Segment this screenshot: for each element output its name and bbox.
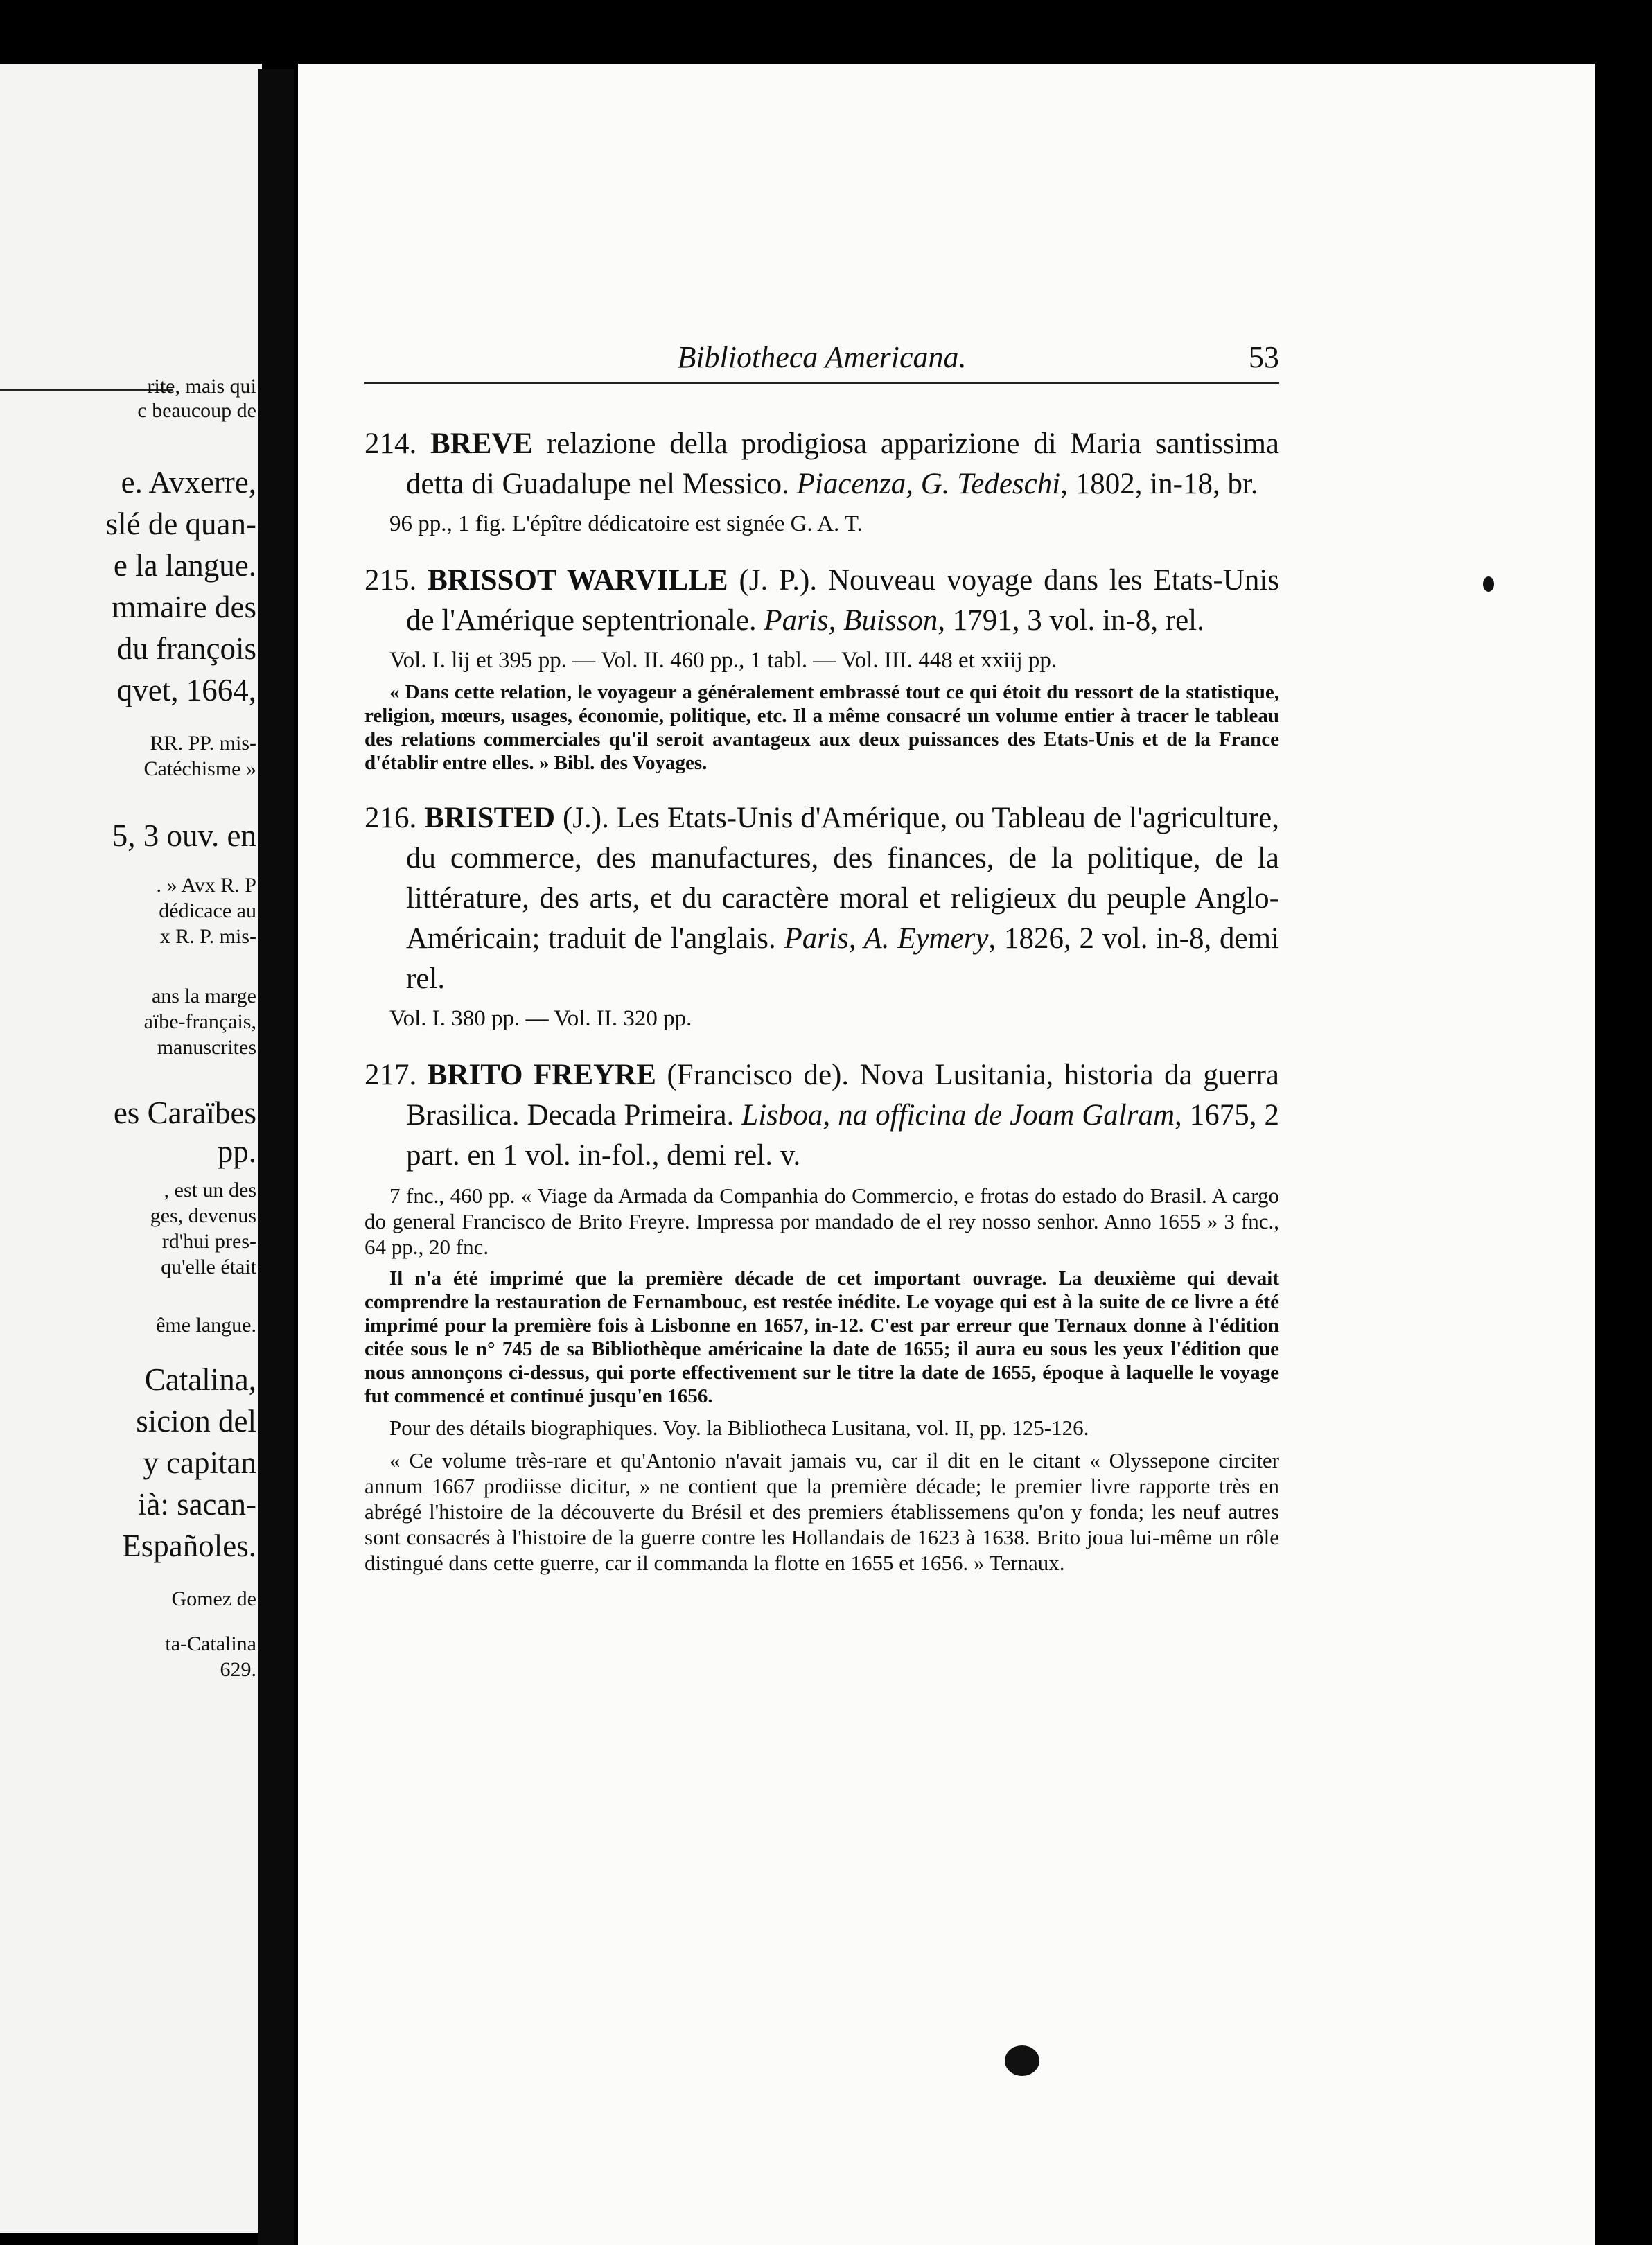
entry-number: 214. bbox=[364, 428, 417, 460]
left-page-line: Españoles. bbox=[122, 1529, 256, 1563]
left-page-line: slé de quan- bbox=[105, 507, 256, 541]
entry-heading bbox=[364, 1055, 1279, 1176]
catalogue-entry bbox=[364, 1055, 1279, 1576]
entry-imprint-rest: , 1802, in-18, br. bbox=[1060, 468, 1258, 500]
left-page-line: e. Avxerre, bbox=[121, 465, 256, 500]
entry-imprint-rest: , 1826, 2 vol. in-8, demi rel. bbox=[406, 922, 1279, 995]
page-gutter bbox=[258, 69, 294, 2245]
left-page-line: manuscrites bbox=[157, 1036, 256, 1059]
left-page-line: , est un des bbox=[164, 1179, 256, 1201]
page-number: 53 bbox=[1249, 340, 1279, 374]
entry-note: 96 pp., 1 fig. L'épître dédicatoire est signée G. A. T. bbox=[389, 511, 863, 536]
entries-list bbox=[364, 424, 1279, 1599]
entry-title-rest: (J.). Les Etats-Unis d'Amérique, ou Tableau de l'agriculture, du commerce, des manufactures, des finances, de la politique, de la littérature, des arts, et du caractère moral et religieux du peuple Anglo-Américain; traduit de l'anglais. bbox=[406, 802, 1279, 955]
header-rule bbox=[364, 382, 1279, 384]
left-page-line: dédicace au bbox=[159, 899, 256, 922]
left-page-line: du françois bbox=[116, 631, 256, 666]
catalogue-entry bbox=[364, 798, 1279, 1032]
entry-note: Vol. I. 380 pp. — Vol. II. 320 pp. bbox=[389, 1006, 692, 1031]
left-page-fragment bbox=[0, 64, 262, 2233]
entry-note: « Dans cette relation, le voyageur a généralement embrassé tout ce qui étoit du ressort de la statistique, religion, mœurs, usages, économie, politique, etc. Il a même consacré un volume entier à tracer le tableau des relations commerciales qu'il seroit avantageux aux deux puissances des Etats-Unis et de la France d'établir entre elles. » Bibl. des Voyages. bbox=[364, 681, 1279, 774]
left-page-line: e la langue. bbox=[113, 548, 256, 583]
catalogue-entry bbox=[364, 424, 1279, 537]
entry-title-rest: (Francisco de). Nova Lusitania, historia da guerra Brasilica. Decada Primeira. bbox=[406, 1059, 1280, 1132]
left-page-line: ta-Catalina bbox=[165, 1632, 256, 1655]
left-page-line: ges, devenus bbox=[150, 1204, 256, 1227]
ink-blot bbox=[1005, 2045, 1039, 2076]
left-page-line: 629. bbox=[220, 1658, 256, 1681]
left-page-line: sicion del bbox=[136, 1404, 256, 1438]
entry-author: BRITO FREYRE bbox=[427, 1059, 656, 1091]
entry-heading bbox=[364, 424, 1279, 504]
entry-title-rest: relazione della prodigiosa apparizione di Maria santissima detta di Guadalupe nel Messico. bbox=[406, 428, 1280, 500]
left-page-line: rite, mais qui bbox=[147, 375, 256, 398]
entry-imprint-rest: , 1791, 3 vol. in-8, rel. bbox=[938, 604, 1204, 637]
left-page-line: 5, 3 ouv. en bbox=[112, 818, 256, 853]
entry-imprint-italic: Paris, Buisson bbox=[764, 604, 938, 637]
left-page-line: Catalina, bbox=[144, 1362, 256, 1397]
left-page-line: es Caraïbes bbox=[113, 1095, 256, 1130]
left-page-line: qvet, 1664, bbox=[116, 673, 256, 707]
entry-number: 217. bbox=[364, 1059, 417, 1091]
main-page bbox=[298, 64, 1595, 2245]
entry-title-rest: (J. P.). Nouveau voyage dans les Etats-Unis de l'Amérique septentrionale. bbox=[406, 564, 1280, 637]
left-page-line: RR. PP. mis- bbox=[150, 732, 256, 755]
entry-imprint-italic: Piacenza, G. Tedeschi bbox=[796, 468, 1061, 500]
entry-imprint-rest: , 1675, 2 part. en 1 vol. in-fol., demi rel. v. bbox=[406, 1099, 1279, 1172]
left-page-line: x R. P. mis- bbox=[159, 925, 256, 948]
left-page-line: c beaucoup de bbox=[137, 399, 256, 422]
entry-author: BRISSOT WARVILLE bbox=[428, 564, 728, 597]
left-page-line: pp. bbox=[217, 1134, 256, 1169]
entry-imprint-italic: Paris, A. Eymery bbox=[784, 922, 989, 955]
running-title: Bibliotheca Americana. bbox=[677, 340, 967, 374]
entry-note: « Ce volume très-rare et qu'Antonio n'avait jamais vu, car il dit en le citant « Olyssepone circiter annum 1667 prodiisse dicitur, » ne contient que la première décade; le premier livre rapporte très en abrégé l'histoire de la découverte du Brésil et des premiers établissemens qu'on y fonda; les neuf autres sont consacrés à l'histoire de la guerre contre les Hollandais de 1623 à 1638. Brito joua lui-même un rôle distingué dans cette guerre, car il commanda la flotte en 1655 et 1656. » Ternaux. bbox=[364, 1448, 1279, 1575]
left-page-line: aïbe-français, bbox=[143, 1010, 256, 1033]
left-page-line: mmaire des bbox=[112, 590, 256, 624]
entry-number: 216. bbox=[364, 802, 417, 834]
entry-heading bbox=[364, 798, 1279, 999]
left-page-line: qu'elle était bbox=[161, 1256, 256, 1278]
left-page-line: Catéchisme » bbox=[143, 757, 256, 780]
left-page-line: ans la marge bbox=[151, 985, 256, 1007]
left-page-line: ià: sacan- bbox=[137, 1487, 256, 1522]
entry-number: 215. bbox=[364, 564, 417, 597]
entry-author: BREVE bbox=[430, 428, 534, 460]
entry-note: Pour des détails biographiques. Voy. la Bibliotheca Lusitana, vol. II, pp. 125-126. bbox=[389, 1416, 1089, 1440]
left-page-line: Gomez de bbox=[171, 1587, 256, 1610]
left-page-line: ême langue. bbox=[156, 1314, 256, 1337]
entry-heading bbox=[364, 561, 1279, 641]
entry-author: BRISTED bbox=[424, 802, 555, 834]
left-page-line: y capitan bbox=[143, 1445, 256, 1480]
entry-imprint-italic: Lisboa, na officina de Joam Galram bbox=[741, 1099, 1175, 1132]
left-page-line: . » Avx R. P bbox=[156, 874, 256, 897]
ink-speck bbox=[1483, 576, 1494, 592]
catalogue-entry bbox=[364, 561, 1279, 775]
entry-note: 7 fnc., 460 pp. « Viage da Armada da Companhia do Commercio, e frotas do estado do Brasil. A cargo do general Francisco de Brito Freyre. Impressa por mandado de el rey nosso senhor. Anno 1655 » 3 fnc., 64 pp., 20 fnc. bbox=[364, 1183, 1279, 1259]
entry-note: Vol. I. lij et 395 pp. — Vol. II. 460 pp., 1 tabl. — Vol. III. 448 et xxiij pp. bbox=[389, 648, 1057, 673]
entry-note: Il n'a été imprimé que la première décade de cet important ouvrage. La deuxième qui devait comprendre la restauration de Fernambouc, est restée inédite. Le voyage qui est à la suite de ce livre a été imprimé pour la première fois à Lisbonne en 1657, in-12. C'est par erreur que Ternaux donne à l'édition citée sous le n° 745 de sa Bibliothèque américaine la date de 1655; il aura eu sous les yeux l'édition que nous annonçons ci-dessus, qui porte effectivement sur le titre la date de 1655, époque à laquelle le voyage fut commencé et continué jusqu'en 1656. bbox=[364, 1267, 1279, 1407]
left-page-line: rd'hui pres- bbox=[161, 1230, 256, 1253]
